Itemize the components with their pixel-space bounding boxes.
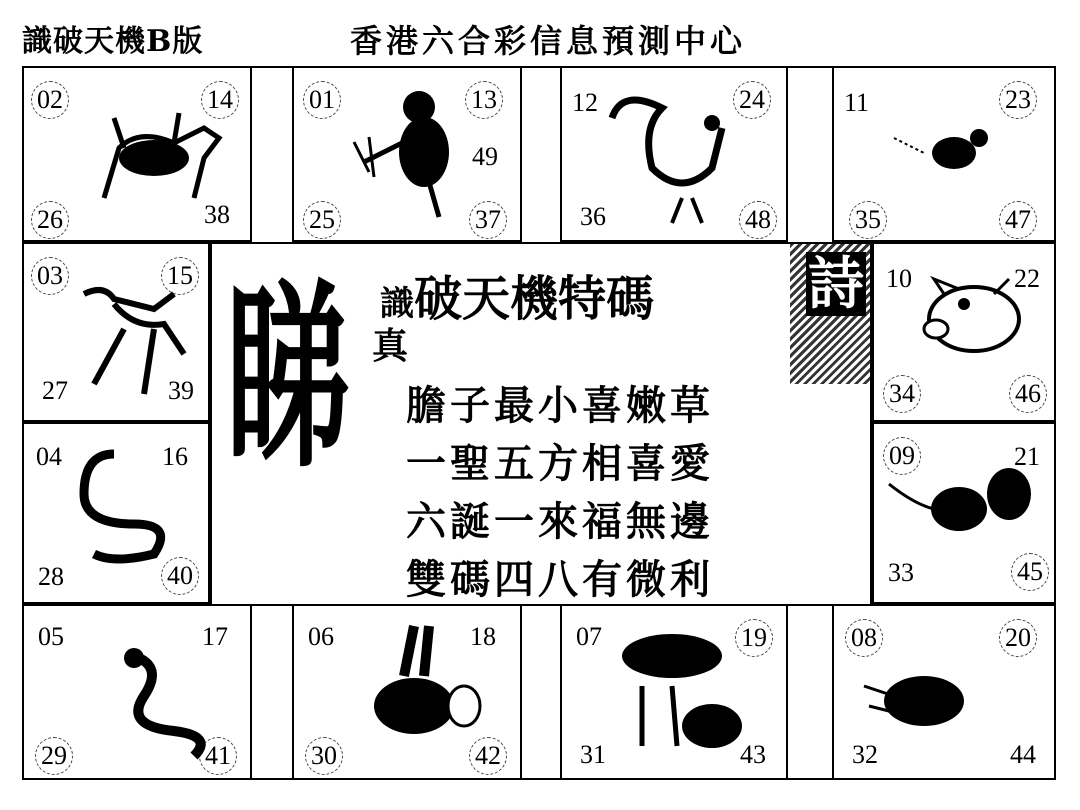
zodiac-cell-dog — [832, 66, 1056, 242]
number: 07 — [576, 622, 602, 651]
zodiac-cell-snake — [22, 422, 210, 604]
number: 19 — [735, 619, 773, 657]
zodiac-cell-horse — [22, 242, 210, 422]
page-title-center: 香港六合彩信息預測中心 — [350, 22, 747, 60]
number: 05 — [38, 622, 64, 651]
number: 09 — [883, 437, 921, 475]
number: 45 — [1011, 553, 1049, 591]
rooster-icon — [602, 88, 742, 228]
horse-icon — [64, 274, 194, 404]
poem-title — [380, 260, 654, 329]
poem-line: 雙碼四八有微利 — [406, 556, 714, 603]
poem-title-prefix: 識 — [380, 284, 414, 324]
zodiac-cell-rooster — [560, 66, 788, 242]
number: 34 — [883, 375, 921, 413]
big-character: 睇 — [226, 261, 351, 496]
zodiac-cell-goat — [22, 66, 252, 242]
rat-icon — [884, 454, 1044, 554]
number: 32 — [852, 740, 878, 769]
number: 08 — [845, 619, 883, 657]
number: 22 — [1014, 264, 1040, 293]
zodiac-cell-dragon — [22, 604, 252, 780]
tiger-icon — [602, 626, 752, 756]
monkey-icon — [344, 82, 464, 222]
number: 49 — [472, 142, 498, 171]
zodiac-cell-rat — [872, 422, 1056, 604]
number: 29 — [35, 737, 73, 775]
number: 48 — [739, 201, 777, 239]
dragon-icon — [84, 646, 224, 766]
number: 41 — [199, 737, 237, 775]
number: 26 — [31, 201, 69, 239]
snake-icon — [54, 444, 194, 564]
number: 11 — [844, 88, 870, 117]
number: 30 — [305, 737, 343, 775]
number: 24 — [733, 81, 771, 119]
number: 25 — [303, 201, 341, 239]
number: 23 — [999, 81, 1037, 119]
number: 21 — [1014, 442, 1040, 471]
poem-subtitle: 真 — [372, 325, 409, 367]
zodiac-cell-ox — [832, 604, 1056, 780]
number: 37 — [469, 201, 507, 239]
number: 10 — [886, 264, 912, 293]
page-title-left: 識破天機B版 — [22, 24, 204, 59]
corner-character: 詩 — [808, 251, 864, 317]
number: 15 — [161, 257, 199, 295]
number: 28 — [38, 562, 64, 591]
poem-title-main: 破天機特碼 — [414, 271, 655, 327]
poem-line: 膽子最小喜嫩草 — [406, 382, 714, 429]
ox-icon — [854, 656, 984, 746]
number: 04 — [36, 442, 62, 471]
number: 12 — [572, 88, 598, 117]
rabbit-icon — [334, 616, 484, 756]
number: 31 — [580, 740, 606, 769]
number: 18 — [470, 622, 496, 651]
number: 33 — [888, 558, 914, 587]
number: 44 — [1010, 740, 1036, 769]
number: 40 — [161, 557, 199, 595]
number: 01 — [303, 81, 341, 119]
number: 42 — [469, 737, 507, 775]
number: 02 — [31, 81, 69, 119]
number: 27 — [42, 376, 68, 405]
poem-panel — [210, 242, 872, 606]
number: 39 — [168, 376, 194, 405]
number: 17 — [202, 622, 228, 651]
zodiac-cell-tiger — [560, 604, 788, 780]
poem-line: 一聖五方相喜愛 — [406, 440, 714, 487]
pig-icon — [914, 274, 1024, 364]
number: 13 — [465, 81, 503, 119]
number: 03 — [31, 257, 69, 295]
dog-icon — [884, 108, 994, 188]
number: 14 — [201, 81, 239, 119]
number: 47 — [999, 201, 1037, 239]
number: 35 — [849, 201, 887, 239]
number: 43 — [740, 740, 766, 769]
zodiac-cell-pig — [872, 242, 1056, 422]
zodiac-cell-rabbit — [292, 604, 522, 780]
number: 16 — [162, 442, 188, 471]
number: 06 — [308, 622, 334, 651]
number: 36 — [580, 202, 606, 231]
zodiac-cell-monkey — [292, 66, 522, 242]
goat-icon — [84, 88, 234, 218]
number: 46 — [1009, 375, 1047, 413]
number: 20 — [999, 619, 1037, 657]
number: 38 — [204, 200, 230, 229]
poem-line: 六誕一來福無邊 — [406, 498, 714, 545]
